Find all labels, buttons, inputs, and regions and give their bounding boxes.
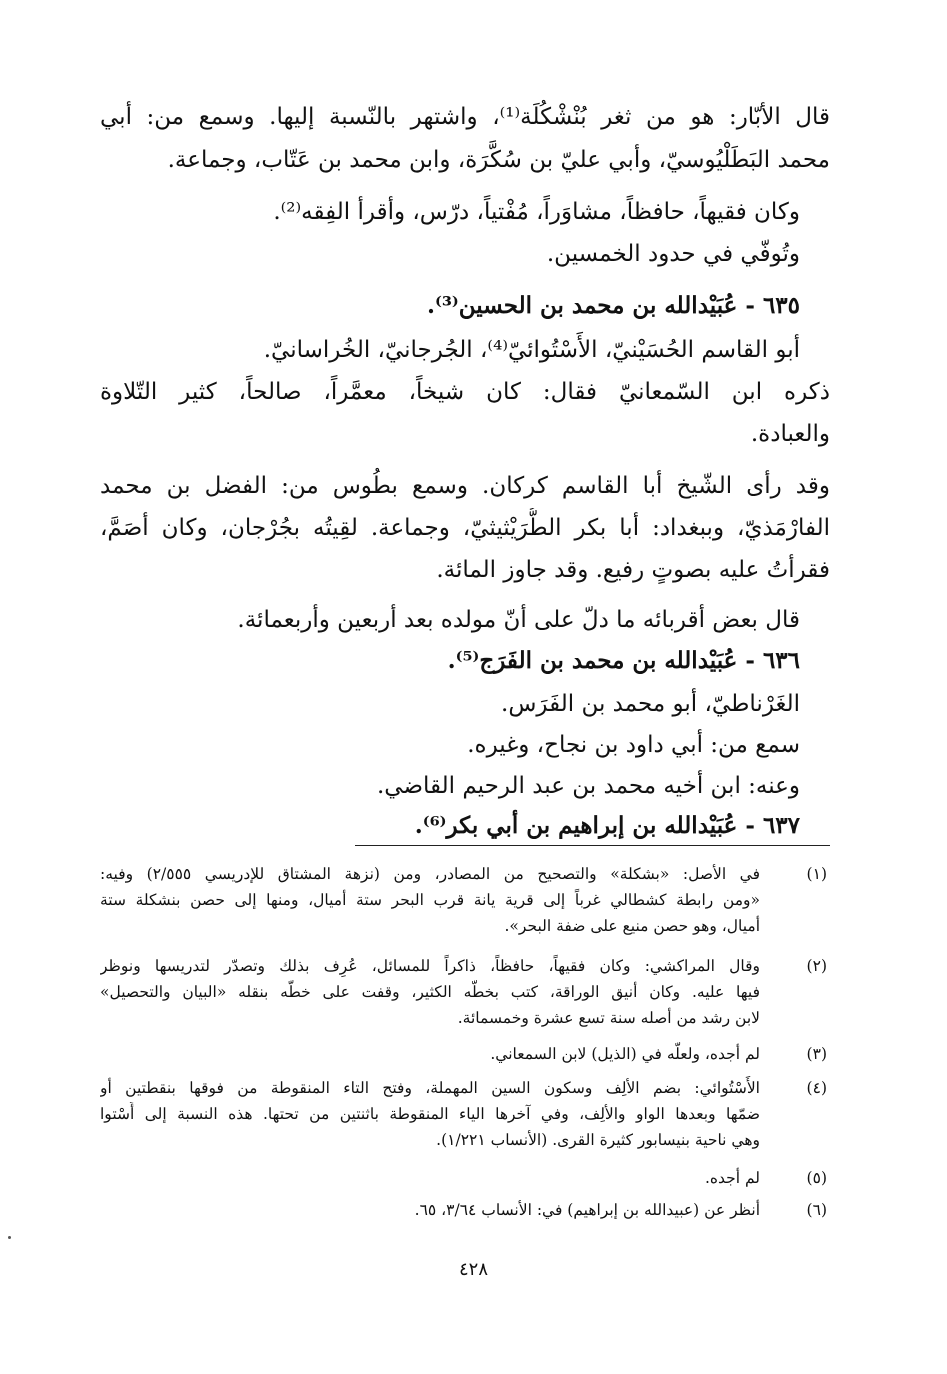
footnote-number: (٥) (806, 1169, 827, 1187)
body-line: الغَرْناطيّ، أبو محمد بن الفَرَس. (501, 691, 800, 717)
footnote-line: أميال، وهو حصن منيع على ضفة البحر». (504, 917, 760, 935)
footnote-line: لابن رشد من أصله سنة تسع عشرة وخمسمائة. (457, 1009, 760, 1027)
entry-heading-637: ٦٣٧ - عُبَيْدالله بن إبراهيم بن أبي بكر⁽⁶⁾. (414, 812, 800, 839)
footnote-number: (١) (806, 865, 827, 883)
body-line: أبو القاسم الحُسَيْنيّ، الأَسْتُوائيّ⁽⁴⁾، الجُرجانيّ، الخُراسانيّ. (263, 337, 800, 363)
footnote-line: فيها عليه. وكان أنيق الوراقة، كتب بخطّه الكثير، وقفت على خطّه بنقله «البيان والتحصيل» (100, 983, 760, 1001)
footnote-separator (355, 845, 830, 846)
footnote-number: (٦) (806, 1201, 827, 1219)
body-line: ذكره ابن السّمعانيّ فقال: كان شيخاً، معمَّراً، صالحاً، كثير التّلاوة (100, 379, 830, 405)
footnote-line: في الأصل: «بشكلة» والتصحيح من المصادر، ومن (نزهة المشتاق للإدريسي ٢/٥٥٥) وفيه: (100, 865, 760, 883)
body-line: محمد البَطَلْيُوسيّ، وأبي عليّ بن سُكَّرَة، وابن محمد بن عَتّاب، وجماعة. (167, 147, 830, 173)
body-line: سمع من: أبي داود بن نجاح، وغيره. (467, 732, 800, 758)
footnote-line: أنظر عن (عبيدالله بن إبراهيم) في: الأنساب ٣/٦٤، ٦٥. (414, 1201, 760, 1219)
body-line: قال الأبّار: هو من ثغر بُنْشْكُلَة⁽¹⁾، واشتهر بالنّسبة إليها. وسمع من: أبي (100, 104, 830, 130)
footnote-line: وقال المراكشي: وكان فقيهاً، حافظاً، ذاكراً للمسائل، عُرِف بذلك وتصدّر لتدريسها ونوظر (100, 957, 760, 975)
entry-heading-635: ٦٣٥ - عُبَيْدالله بن محمد بن الحسين⁽³⁾. (426, 292, 800, 319)
footnote-line: وهي ناحية بنيسابور كثيرة القرى. (الأنساب ١/٢٢١). (436, 1131, 760, 1149)
body-line: وتُوفّي في حدود الخمسين. (546, 241, 800, 267)
footnote-line: الأَسْتُوائي: بضم الألِف وسكون السين المهملة، وفتح التاء المنقوطة من فوقها بنقطتين أو (100, 1079, 760, 1097)
body-line: والعبادة. (750, 421, 830, 447)
footnote-number: (٣) (806, 1045, 827, 1063)
page-number: ٤٢٨ (458, 1259, 488, 1280)
body-line: الفارْمَذيّ، وببغداد: أبا بكر الطُّرَيْثيثيّ، وجماعة. لقِيتُه بجُرْجان، وكان أصَمَّ، (100, 515, 830, 541)
footnote-line: ضمّها وبعدها الواو والألِف، وفي آخرها الياء المنقوطة باثنتين من تحتها. هذه النسبة إلى أَسْتوا (100, 1105, 760, 1123)
body-line: وعنه: ابن أخيه محمد بن عبد الرحيم القاضي. (377, 773, 800, 799)
footnote-line: لم أجده، ولعلّه في (الذيل) لابن السمعاني. (490, 1045, 760, 1063)
body-line: وقد رأى الشّيخ أبا القاسم كركان. وسمع بطُوس من: الفضل بن محمد (100, 473, 830, 499)
body-line: فقرأتُ عليه بصوتٍ رفيع. وقد جاوز المائة. (436, 557, 830, 583)
footnote-line: «ومن رابطة كشطالي غرباً إلى قرية يانة قرب البحر ستة أميال، ومنها إلى حصن بنشكلة ستة (100, 891, 760, 909)
footnote-number: (٤) (806, 1079, 827, 1097)
scan-speck (8, 1236, 11, 1239)
body-line: قال بعض أقربائه ما دلّ على أنّ مولده بعد أربعين وأربعمائة. (237, 607, 800, 633)
body-line: وكان فقيهاً، حافظاً، مشاوَراً، مُفْتياً، درّس، وأقرأ الفِقه⁽²⁾. (273, 199, 800, 225)
entry-heading-636: ٦٣٦ - عُبَيْدالله بن محمد بن الفَرَج⁽⁵⁾. (447, 647, 800, 674)
footnote-number: (٢) (806, 957, 827, 975)
footnote-line: لم أجده. (704, 1169, 760, 1187)
